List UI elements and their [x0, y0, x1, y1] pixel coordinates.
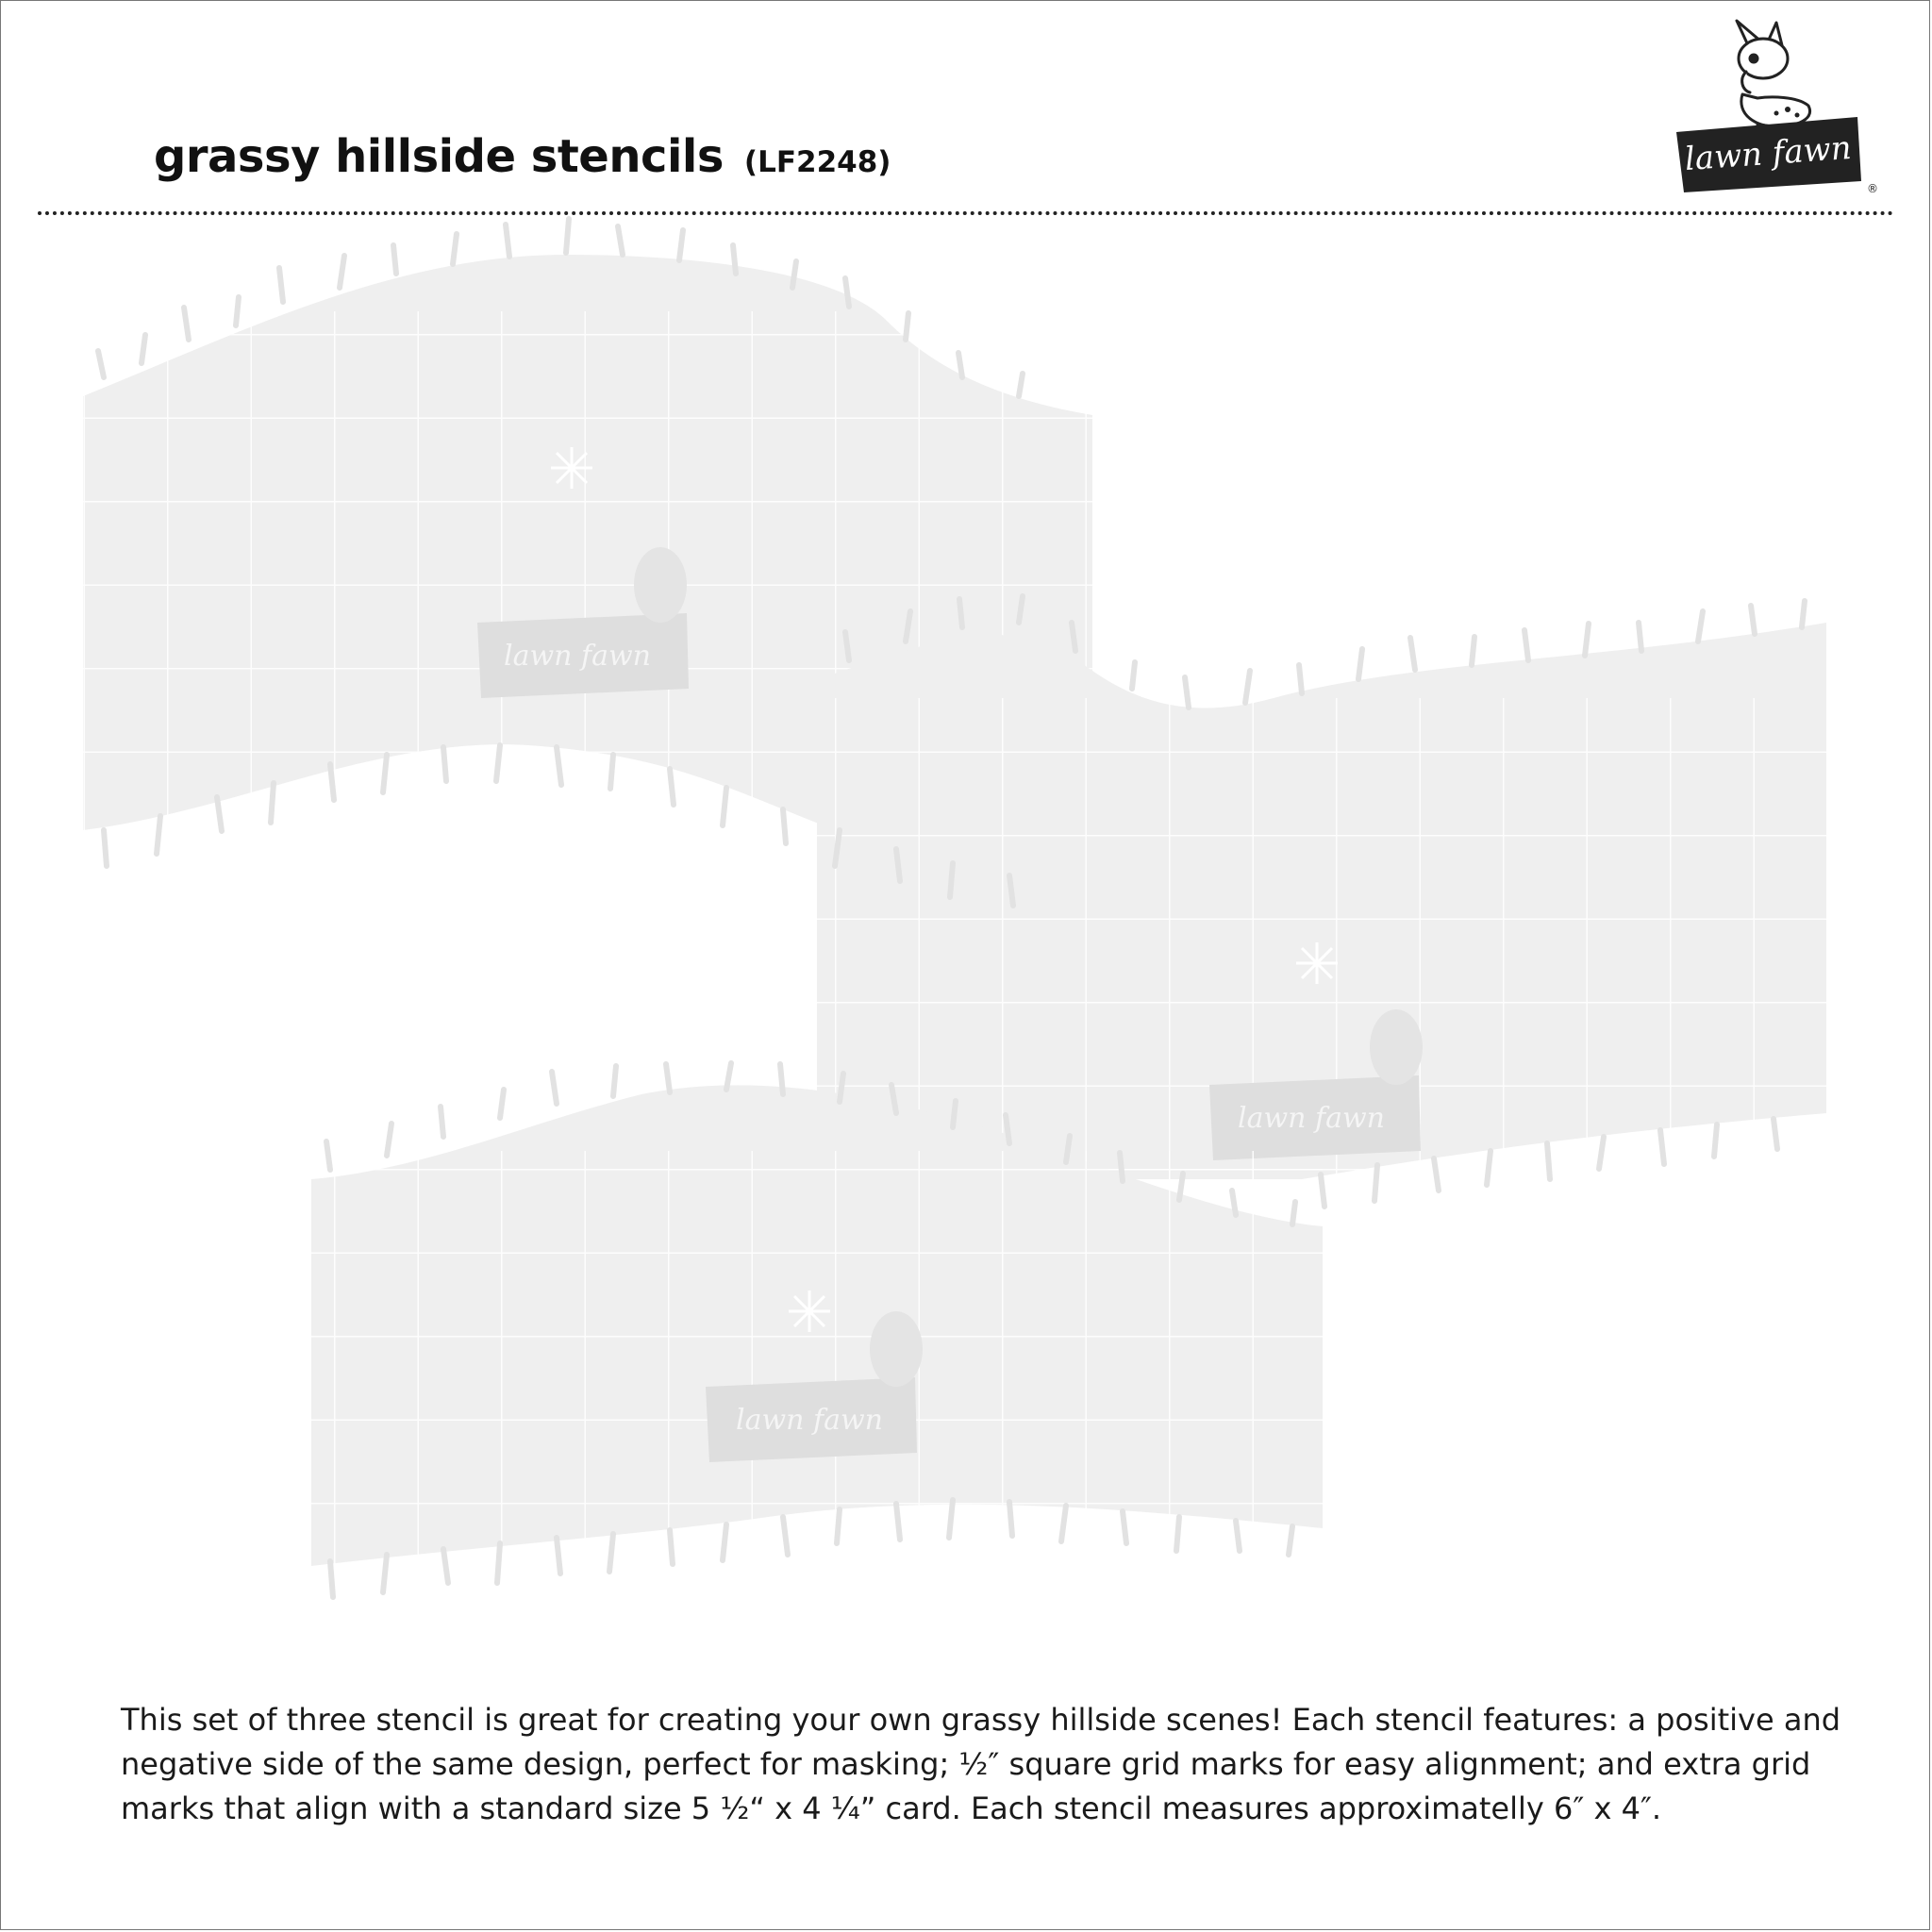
asterisk-mark	[551, 447, 592, 489]
registered-mark: ®	[1867, 182, 1878, 195]
watermark-text-3: lawn fawn	[735, 1404, 884, 1437]
product-description: This set of three stencil is great for creating your own grassy hillside scenes! Each stencil features: a positive and negative side of the same design, perfect for masking; ½″ square grid marks for easy alignment; and extra grid marks that align with a standard size 5 ½“ x 4 ¼” card. Each stencil measures approximatelly 6″ x 4″.	[121, 1702, 1841, 1826]
logo-text: lawn fawn	[1683, 128, 1853, 179]
product-code: (LF2248)	[743, 145, 891, 179]
stencil-bottom	[311, 1085, 1323, 1641]
page-title: grassy hillside stencils	[154, 130, 724, 183]
watermark-text: lawn fawn	[503, 640, 652, 673]
watermark-text-2: lawn fawn	[1237, 1102, 1386, 1135]
asterisk-mark-3	[789, 1291, 830, 1332]
asterisk-mark-2	[1296, 942, 1338, 984]
stencil-right	[817, 623, 1826, 1179]
